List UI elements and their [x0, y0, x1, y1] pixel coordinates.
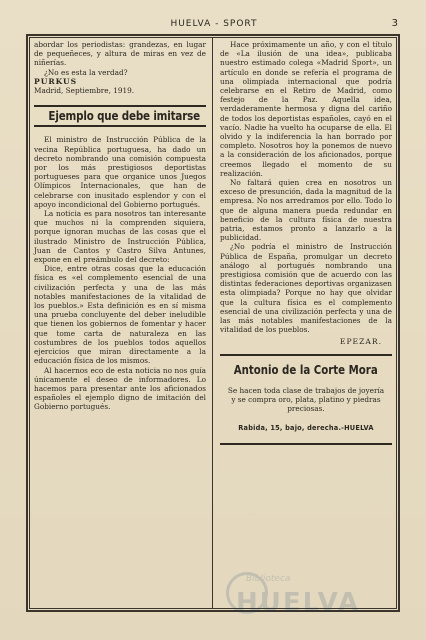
- article-paragraph: La noticia es para nosotros tan interesante que muchos ni la comprenden siquiera, porque ignoran muchas de las cosas que el ilustrado Ministro de Instrucción Pública, Juan de Cantos y Castro Silva Antunes, expone en el preámbulo del decreto:: [34, 209, 206, 265]
- article-headline-box: [34, 105, 206, 127]
- column-divider: [212, 38, 213, 608]
- article-paragraph: Al hacernos eco de esta noticia no nos guía únicamente el deseo de informadores. Lo hacemos para presentar ante los aficionados españoles el ejemplo digno de imitación del Gobierno portugués.: [34, 365, 206, 412]
- article-paragraph: El ministro de Instrucción Pública de la vecina República portuguesa, ha dado un decreto nombrando una comisión compuesta por los más prestigiosos deportistas portugueses para que organice unos Juegos Olímpicos Internacionales, que han de celebrarse con inusitado esplendor y con el apoyo incondicional del Gobierno portugués.: [34, 135, 206, 209]
- page-number: 3: [391, 18, 398, 29]
- article-headline: Ejemplo que debe imitarse: [48, 109, 200, 124]
- ad-address: Rabida, 15, bajo, derecha.-HUELVA: [238, 423, 374, 432]
- page-header: [24, 19, 404, 33]
- publication-title: HUELVA - SPORT: [170, 19, 258, 29]
- ad-title: Antonio de la Corte Mora: [234, 362, 378, 377]
- intro-signature: PURKUS: [34, 76, 78, 86]
- left-column: [34, 40, 206, 412]
- article-paragraph: Dice, entre otras cosas que la educación física es «el complemento esencial de una civilización perfecta y una de las más notables manifestaciones de la vitalidad de los pueblos.» Esta definición es en sí misma una prueba concluyente del deber ineludible que tienen los gobiernos de fomentar y hacer que tome carta de naturaleza en las costumbres de los pueblos todos aquellos ejercicios que miran directamente a la educación física de los mismos.: [34, 264, 206, 366]
- intro-date: Madrid, Septiembre, 1919.: [34, 86, 135, 96]
- right-column: [220, 40, 392, 445]
- article-paragraph: Hace próximamente un año, y con el título de «La ilusión de una idea», publicaba nuestro estimado colega «Madrid Sport», un artículo en donde se refería el programa de una olimpiada internacional que podría celebrarse en el Retiro de Madrid, como festejo de la Paz. Aquella idea, verdaderamente hermosa y digna del cariño de todos los deportistas españoles, cayó en el vacío. Nadie ha vuelto ha ocuparse de ella. El olvido y la indiferencia la han borrado por completo. Nosotros hoy la ponemos de nuevo a la consideración de los aficionados, porque creemos llegado el momento de su realización.: [220, 40, 392, 178]
- advertisement: [220, 354, 392, 445]
- intro-question: ¿No es esta la verdad?: [44, 67, 128, 77]
- article-paragraph: ¿No podría el ministro de Instrucción Pública de España, promulgar un decreto análogo al portugués nombrando una prestigiosa comisión que de acuerdo con las distintas federaciones deportivas organizasen esta olimpiada? Porque no hay que olvidar que la cultura física es el complemento esencial de una civilización perfecta y una de las más notables manifestaciones de la vitalidad de los pueblos.: [220, 242, 392, 335]
- watermark-big-text: HUELVA: [236, 588, 361, 618]
- watermark-small-text: Biblioteca: [246, 574, 291, 584]
- article-paragraph: No faltará quien crea en nosotros un exceso de presunción, dada la magnitud de la empresa. No nos arredramos por ello. Todo lo que de alguna manera pueda redundar en beneficio de la cultura física de nuestra patria, estamos pronto a lanzarlo a la publicidad.: [220, 178, 392, 243]
- ad-bottom-rule: [220, 443, 392, 445]
- ad-body: Se hacen toda clase de trabajos de joyería y se compra oro, plata, platino y piedras preciosas.: [227, 385, 385, 414]
- article-signature: EPEZAR.: [339, 336, 382, 346]
- intro-paragraph: abordar los periodistas: grandezas, en lugar de pequeñeces, y altura de miras en vez de niñerías.: [34, 40, 206, 68]
